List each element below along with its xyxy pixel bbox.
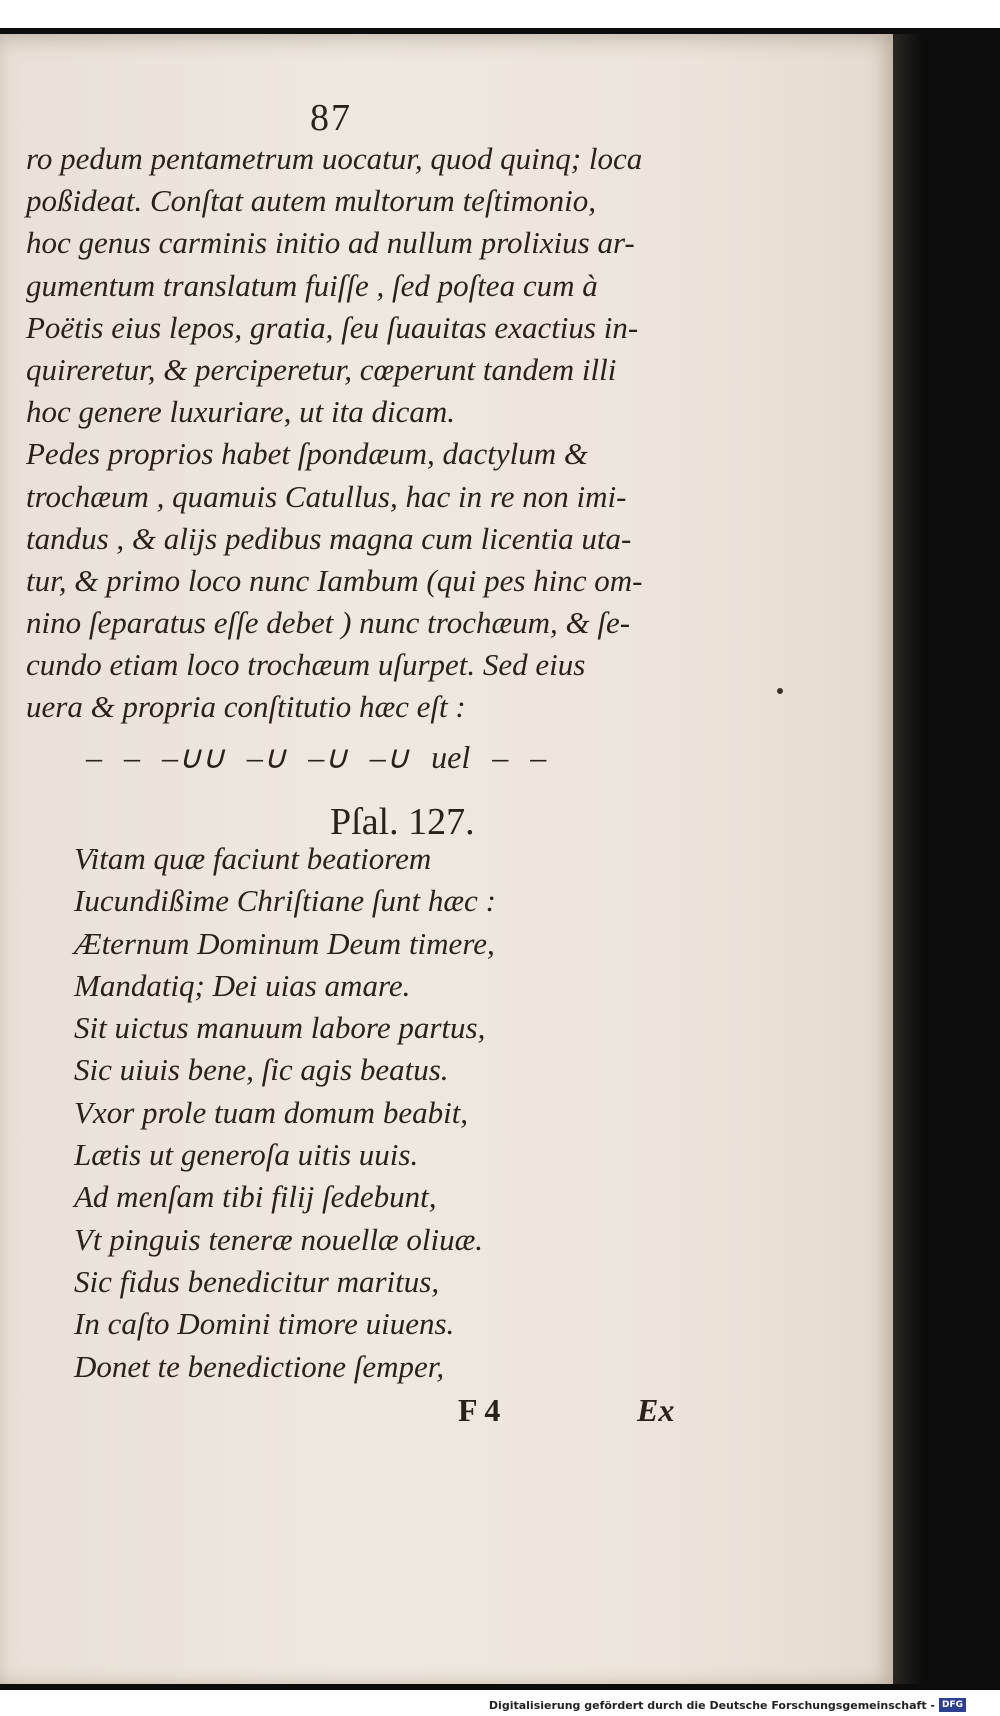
catchword: Ex: [637, 1392, 675, 1428]
verse-line: Æternum Dominum Deum timere,: [74, 925, 495, 961]
prose-line: poßideat. Conſtat autem multorum teſtimonio,: [26, 183, 597, 219]
prose-line: hoc genus carminis initio ad nullum prolixius ar-: [26, 225, 635, 261]
verse-line: Vt pinguis teneræ nouellæ oliuæ.: [74, 1221, 484, 1257]
footer-text: Digitalisierung gefördert durch die Deutsche Forschungsgemeinschaft -: [488, 1698, 935, 1712]
prose-line: Pedes proprios habet ſpondæum, dactylum &: [26, 436, 588, 472]
verse-line: Sic uiuis bene, ſic agis beatus.: [74, 1052, 449, 1088]
ink-spot: [777, 688, 783, 694]
prose-line: nino ſeparatus eſſe debet ) nunc trochæum, & ſe-: [26, 605, 631, 641]
prose-line: hoc genere luxuriare, ut ita dicam.: [26, 394, 456, 430]
verse-block: [74, 838, 634, 1388]
prose-line: ro pedum pentametrum uocatur, quod quinq; loca: [26, 141, 643, 176]
digitization-footer: [489, 1697, 966, 1713]
verse-line: Sit uictus manuum labore partus,: [74, 1010, 486, 1046]
verse-line: Sic fidus benedicitur maritus,: [74, 1263, 440, 1299]
prose-line: cundo etiam loco trochæum uſurpet. Sed eius: [26, 647, 586, 683]
verse-line: Mandatiq; Dei uias amare.: [74, 967, 411, 1003]
psalm-title: Pſal. 127.: [330, 801, 475, 843]
signature-mark: F 4: [458, 1392, 501, 1428]
page-edge-shadow: [893, 34, 923, 1684]
prose-line: tandus , & alijs pedibus magna cum licentia uta-: [26, 520, 632, 556]
verse-line: Iucundißime Chriſtiane ſunt hæc :: [74, 883, 496, 919]
prose-line: gumentum translatum fuiſſe , ſed poſtea cum à: [26, 267, 598, 303]
verse-line: Vxor prole tuam domum beabit,: [74, 1094, 469, 1130]
verse-line: In caſto Domini timore uiuens.: [74, 1306, 455, 1342]
prose-line: Poëtis eius lepos, gratia, ſeu ſuauitas exactius in-: [26, 309, 639, 345]
prose-line: uera & propria conſtitutio hæc eſt :: [26, 689, 466, 725]
prose-line: quireretur, & perciperetur, cœperunt tandem illi: [26, 351, 617, 387]
prose-line: trochæum , quamuis Catullus, hac in re non imi-: [26, 478, 627, 514]
verse-line: Ad menſam tibi filij ſedebunt,: [74, 1179, 437, 1215]
verse-line: Vitam quæ faciunt beatiorem: [74, 841, 432, 876]
dfg-logo-icon: DFG: [939, 1698, 966, 1712]
page-number: 87: [310, 97, 352, 139]
verse-line: Donet te benedictione ſemper,: [74, 1348, 445, 1384]
prose-line: tur, & primo loco nunc Iambum (qui pes hinc om-: [26, 562, 643, 598]
verse-line: Lætis ut generoſa uitis uuis.: [74, 1137, 419, 1173]
meter-scheme: – – –∪∪ –∪ –∪ –∪ uel – –: [86, 739, 547, 775]
prose-block: [26, 138, 686, 729]
